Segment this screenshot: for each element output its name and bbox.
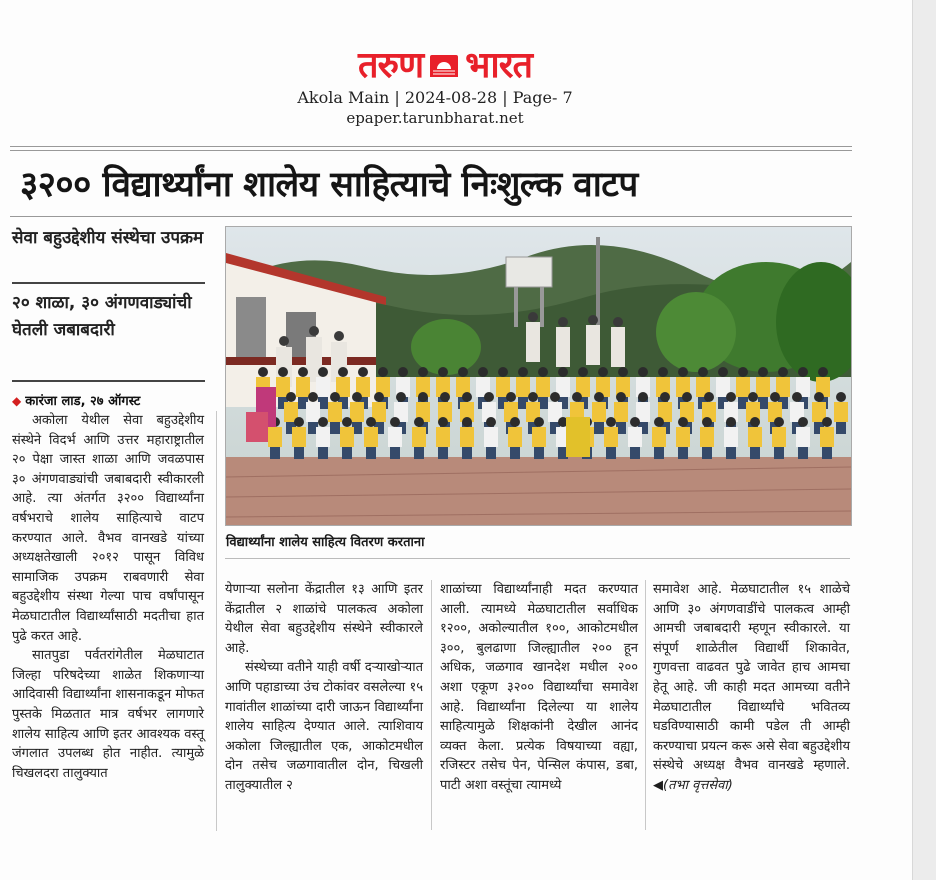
paragraph: येणाऱ्या सलोना केंद्रातील १३ आणि इतर केंद्रातील २ शाळांचे पालकत्व अकोला येथील सेवा बहुउद्देशीय संस्थेने स्वीकारले आहे. (225, 582, 423, 656)
paragraph: अकोला येथील सेवा बहुउद्देशीय संस्थेने विदर्भ आणि उत्तर महाराष्ट्रातील २० पेक्षा जास्त शाळा आणि जवळपास ३० अंगणवाड्यांची जबाबदारी स्वीकारली आहे. त्या अंतर्गत ३२०० विद्यार्थ्यांना वर्षभराचे शालेय साहित्याचे वाटप करण्यात आले. वैभव वानखडे यांच्या अध्यक्षतेखाली २०१२ पासून विविध सामाजिक उपक्रम राबवणारी सेवा बहुउद्देशीय संस्था गेल्या पाच वर्षांपासून मेळघाटातील विद्यार्थ्यांसाठी मदतीचा हात पुढे करत आहे. (12, 413, 204, 644)
bullet-icon: ◆ (12, 394, 22, 408)
masthead-name-left: तरुण (358, 45, 424, 86)
paragraph: संस्थेच्या वतीने याही वर्षी दऱ्याखोऱ्यात आणि पहाडाच्या उंच टोकांवर वसलेल्या १५ गावांतील शाळांच्या दारी जाऊन विद्यार्थ्यांना शालेय साहित्य देण्यात आले. त्याशिवाय अकोला जिल्ह्यातील एक, आकोटमधील दोन तसेच जळगावातील दोन, चिखली तालुक्यातील २ (225, 660, 423, 793)
article-column-2 (225, 580, 423, 796)
news-photo (225, 226, 852, 526)
headline: ३२०० विद्यार्थ्यांना शालेय साहित्याचे निःशुल्क वाटप (20, 165, 638, 205)
article-column-4 (653, 580, 850, 796)
dateline-text: कारंजा लाड, २७ ऑगस्ट (25, 394, 141, 409)
article-column-1 (12, 411, 204, 783)
article-column-3 (440, 580, 638, 796)
subhead-rule-2 (12, 380, 205, 382)
paragraph (653, 580, 850, 796)
site-url[interactable]: epaper.tarunbharat.net (346, 109, 524, 127)
masthead (300, 44, 590, 88)
edition-line: Akola Main | 2024-08-28 | Page- 7 (297, 88, 573, 107)
paragraph: शाळांच्या विद्यार्थ्यांनाही मदत करण्यात आली. त्यामध्ये मेळघाटातील सर्वाधिक १२००, अकोल्यातील १००, आकोटमधील ३००, बुलढाणा जिल्ह्यातील २०० हून अधिक, जळगाव खानदेश मधील २०० अशा एकूण ३२०० विद्यार्थ्यांचा समावेश आहे. विद्यार्थ्यांना दिलेल्या या शालेय साहित्यामुळे शिक्षकांनी देखील आनंद व्यक्त केला. प्रत्येक विषयाच्या वह्या, रजिस्टर तसेच पेन, पेन्सिल कंपास, डबा, पाटी अशा वस्तूंचा त्यामध्ये (440, 582, 638, 793)
paragraph: सातपुडा पर्वतरांगेतील मेळघाटात जिल्हा परिषदेच्या शाळेत शिकणाऱ्या आदिवासी विद्यार्थ्यांना शासनाकडून मोफत पुस्तके मिळतात मात्र वर्षभर लागणारे शालेय साहित्य आणि इतर आवश्यक वस्तू जंगलात उपलब्ध होत नाहीत. त्यामुळे चिखलदरा तालुक्यात (12, 648, 204, 781)
dateline (12, 391, 212, 409)
subhead-1: सेवा बहुउद्देशीय संस्थेचा उपक्रम (12, 228, 204, 248)
subhead-rule-1 (12, 282, 205, 284)
paragraph-text: समावेश आहे. मेळघाटातील १५ शाळेचे आणि ३० अंगणवाडींचे पालकत्व आम्ही आमची जबाबदारी म्हणून स्वीकारले. या संपूर्ण शाळेतील विद्यार्थी शिकावेत, गुणवत्ता वाढवत पुढे जावेत हाच आमचा हेतू आहे. जी काही मदत आमच्या वतीने मेळघाटातील विद्यार्थ्यांचे भवितव्य घडविण्यासाठी कामी पडेल ती आम्ही करण्याचा प्रयत्न करू असे सेवा बहुउद्देशीय संस्थेचे अध्यक्ष वैभव वानखडे म्हणाले. (653, 582, 850, 774)
photo-caption: विद्यार्थ्यांना शालेय साहित्य वितरण करताना (226, 535, 425, 550)
headline-rule (10, 216, 852, 217)
sun-emblem-icon (429, 51, 459, 81)
caption-rule (225, 558, 850, 559)
news-agency-credit: ◀(तभा वृत्तसेवा) (653, 777, 733, 793)
column-separator (431, 580, 432, 830)
masthead-name-right: भारत (465, 45, 532, 86)
subhead-2: २० शाळा, ३० अंगणवाड्यांची घेतली जबाबदारी (12, 293, 192, 340)
column-separator (216, 411, 217, 831)
page-edge (912, 0, 936, 880)
column-separator (645, 580, 646, 830)
cut-off-text-strip (12, 122, 852, 134)
top-rule-thin (10, 150, 852, 151)
top-rule (10, 146, 852, 147)
